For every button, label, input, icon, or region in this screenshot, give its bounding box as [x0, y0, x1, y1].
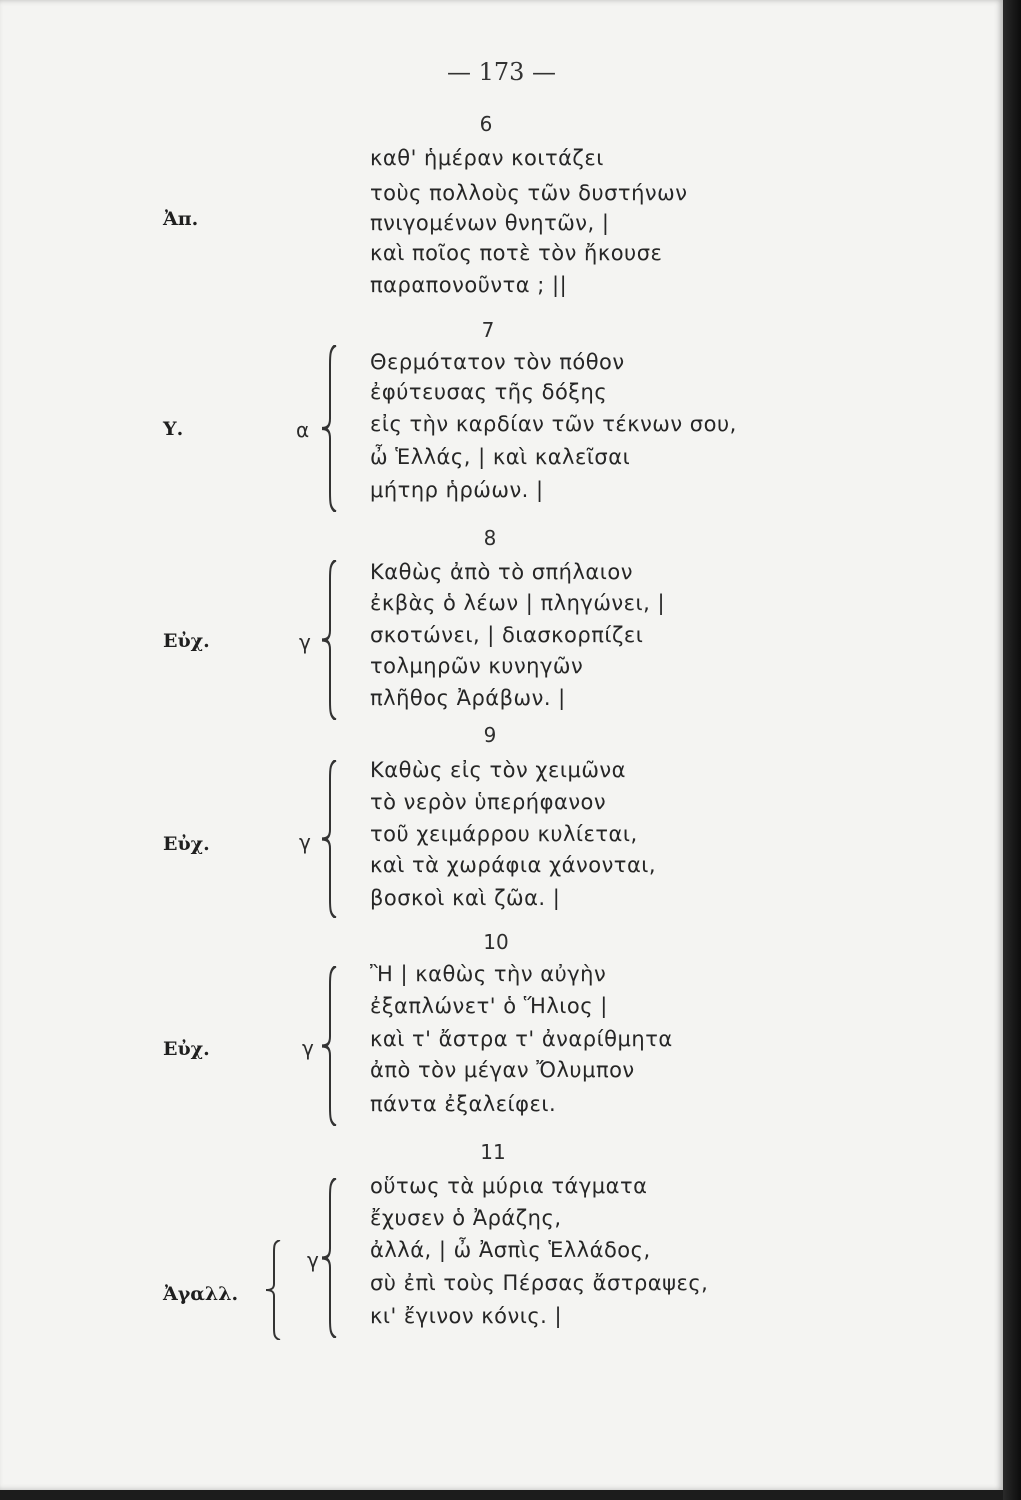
verse-line: Ἢ | καθὼς τὴν αὐγὴν	[370, 962, 607, 986]
left-brace-icon	[318, 760, 342, 918]
verse-line: ἐφύτευσας τῆς δόξης	[370, 380, 608, 404]
speaker-label: Εὐχ.	[163, 1038, 210, 1060]
stanza-number: 7	[481, 318, 495, 342]
verse-line: βοσκοὶ καὶ ζῶα. |	[370, 886, 561, 910]
left-brace-icon	[318, 1178, 342, 1338]
verse-line: πάντα ἐξαλείφει.	[370, 1092, 557, 1116]
verse-line: καθ' ἡμέραν κοιτάζει	[370, 146, 604, 170]
stanza-number: 11	[480, 1140, 506, 1164]
verse-line: οὕτως τὰ μύρια τάγματα	[370, 1174, 648, 1198]
verse-line: εἰς τὴν καρδίαν τῶν τέκνων σου,	[370, 412, 737, 436]
verse-line: ἐξαπλώνετ' ὁ Ἥλιος |	[370, 994, 608, 1018]
verse-line: τὸ νερὸν ὑπερήφανον	[370, 790, 607, 814]
verse-line: σκοτώνει, | διασκορπίζει	[370, 623, 644, 647]
book-edge	[1003, 0, 1021, 1500]
verse-line: καὶ τὰ χωράφια χάνονται,	[370, 853, 657, 877]
left-brace-icon	[262, 1240, 284, 1340]
verse-line: καὶ τ' ἄστρα τ' ἀναρίθμητα	[370, 1027, 673, 1051]
verse-line: τοὺς πολλοὺς τῶν δυστήνων	[370, 181, 688, 205]
mode-mark: γ	[299, 830, 311, 854]
speaker-label: Εὐχ.	[163, 833, 210, 855]
mode-mark: α	[296, 418, 310, 442]
stanza-number: 9	[483, 723, 497, 747]
verse-line: παραπονοῦντα ; ||	[370, 273, 568, 297]
stanza-number: 6	[479, 112, 493, 136]
verse-line: κι' ἔγινον κόνις. |	[370, 1304, 563, 1328]
speaker-label: Εὐχ.	[163, 630, 210, 652]
left-brace-icon	[318, 966, 342, 1126]
left-brace-icon	[318, 560, 342, 720]
stanza-number: 8	[483, 526, 497, 550]
verse-line: τοῦ χειμάρρου κυλίεται,	[370, 822, 638, 846]
verse-line: Θερμότατον τὸν πόθον	[370, 350, 625, 374]
speaker-label: Ἀπ.	[163, 208, 199, 230]
mode-mark: γ	[307, 1248, 319, 1272]
verse-line: σὺ ἐπὶ τοὺς Πέρσας ἄστραψες,	[370, 1271, 709, 1295]
verse-line: ὦ Ἑλλάς, | καὶ καλεῖσαι	[370, 445, 631, 469]
stanza-number: 10	[483, 930, 509, 954]
verse-line: τολμηρῶν κυνηγῶν	[370, 654, 584, 678]
verse-line: πνιγομένων θνητῶν, |	[370, 211, 610, 235]
mode-mark: γ	[299, 630, 311, 654]
verse-line: ἐκβὰς ὁ λέων | πληγώνει, |	[370, 591, 666, 615]
page-header: — 173 —	[446, 58, 557, 86]
verse-line: ἀπὸ τὸν μέγαν Ὄλυμπον	[370, 1058, 635, 1082]
verse-line: μήτηρ ἡρώων. |	[370, 478, 544, 502]
left-brace-icon	[318, 345, 342, 512]
verse-line: Καθὼς εἰς τὸν χειμῶνα	[370, 758, 627, 782]
verse-line: ἀλλά, | ὦ Ἀσπὶς Ἑλλάδος,	[370, 1238, 651, 1262]
mode-mark: γ	[302, 1036, 314, 1060]
verse-line: πλῆθος Ἀράβων. |	[370, 686, 566, 710]
speaker-label: Ἀγαλλ.	[163, 1283, 239, 1305]
verse-line: Καθὼς ἀπὸ τὸ σπήλαιον	[370, 560, 633, 584]
speaker-label: Υ.	[163, 418, 184, 440]
verse-line: ἔχυσεν ὁ Ἀράζης,	[370, 1206, 562, 1230]
verse-line: καὶ ποῖος ποτὲ τὸν ἤκουσε	[370, 241, 663, 265]
